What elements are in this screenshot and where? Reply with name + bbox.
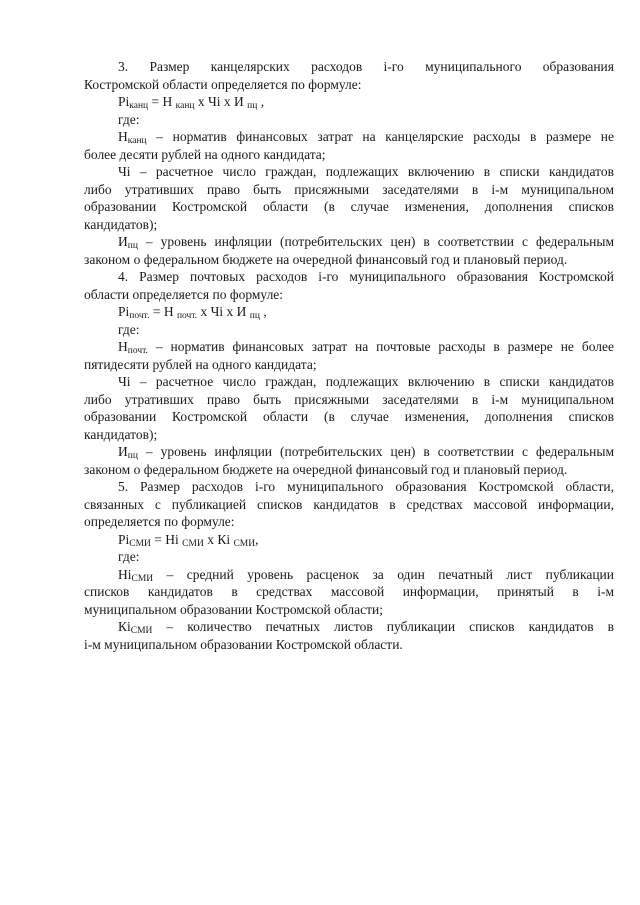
definition-line: $Нi_{СМИ}$ – средний уровень расценок за один печатный лист публикации bbox=[118, 566, 614, 584]
definition-line: кандидатов); bbox=[84, 426, 158, 442]
definition-line: более десяти рублей на одного кандидата; bbox=[84, 146, 326, 162]
definition-line: законом о федеральном бюджете на очередной финансовый год и плановый период. bbox=[84, 251, 568, 267]
definition-line: законом о федеральном бюджете на очередной финансовый год и плановый период. bbox=[84, 461, 568, 477]
definition-line: образовании Костромской области (в случае изменения, дополнения списков bbox=[84, 199, 614, 214]
definition-line: либо утративших право быть присяжными заседателями в i-м муниципальном bbox=[84, 181, 614, 197]
definition-line: i-м муниципальном образовании Костромской области. bbox=[84, 636, 403, 652]
section-5 bbox=[84, 478, 614, 653]
definition-line: $Н_{канц}$ – норматив финансовых затрат на канцелярские расходы в размере не bbox=[118, 129, 614, 146]
where-label: где: bbox=[118, 111, 140, 127]
definition-line: кандидатов); bbox=[84, 216, 158, 232]
section-heading-line: 4. Размер почтовых расходов i-го муниципального образования Костромской bbox=[118, 269, 614, 284]
formula: $Рi_{канц} = Н$ $_{канц}$ х Чi х И $_{пц}$ , bbox=[118, 94, 265, 111]
section-heading-line: 5. Размер расходов i-го муниципального образования Костромской области, bbox=[118, 479, 614, 494]
definition-line: Чi – расчетное число граждан, подлежащих включению в списки кандидатов bbox=[118, 164, 614, 179]
where-label: где: bbox=[118, 549, 140, 564]
section-heading-line: связанных с публикацией списков кандидатов в средствах массовой информации, bbox=[84, 496, 614, 512]
definition-line: либо утративших право быть присяжными заседателями в i-м муниципальном bbox=[84, 391, 614, 407]
where-label: где: bbox=[118, 321, 140, 337]
definition-line: $И_{пц}$ – уровень инфляции (потребительских цен) в соответствии с федеральным bbox=[118, 444, 614, 461]
definition-line: $Кi_{СМИ}$ – количество печатных листов публикации списков кандидатов в bbox=[118, 619, 614, 636]
section-heading-line: определяется по формуле: bbox=[84, 514, 235, 529]
formula: $Рi_{СМИ}$ = Нi $_{СМИ}$ х Кi $_{СМИ}$, bbox=[118, 531, 259, 549]
section-4 bbox=[84, 268, 614, 478]
section-heading-line: 3. Размер канцелярских расходов i-го муниципального образования bbox=[118, 59, 614, 74]
section-heading-line: области определяется по формуле: bbox=[84, 286, 284, 302]
definition-line: муниципальном образовании Костромской области; bbox=[84, 601, 384, 617]
definition-line: пятидесяти рублей на одного кандидата; bbox=[84, 356, 317, 372]
section-heading-line: Костромской области определяется по формуле: bbox=[84, 76, 362, 92]
section-3 bbox=[84, 58, 614, 268]
definition-line: списков кандидатов в средствах массовой информации, принятый в i-м bbox=[84, 584, 614, 599]
definition-line: $И_{пц}$ – уровень инфляции (потребительских цен) в соответствии с федеральным bbox=[118, 234, 614, 251]
formula: $Рi_{почт.} = Н$ $_{почт.}$ х Чi х И $_{пц}$ , bbox=[118, 304, 267, 321]
definition-line: Чi – расчетное число граждан, подлежащих включению в списки кандидатов bbox=[118, 374, 614, 389]
definition-line: $Н_{почт.}$ – норматив финансовых затрат на почтовые расходы в размере не более bbox=[118, 339, 614, 356]
definition-line: образовании Костромской области (в случае изменения, дополнения списков bbox=[84, 409, 614, 424]
